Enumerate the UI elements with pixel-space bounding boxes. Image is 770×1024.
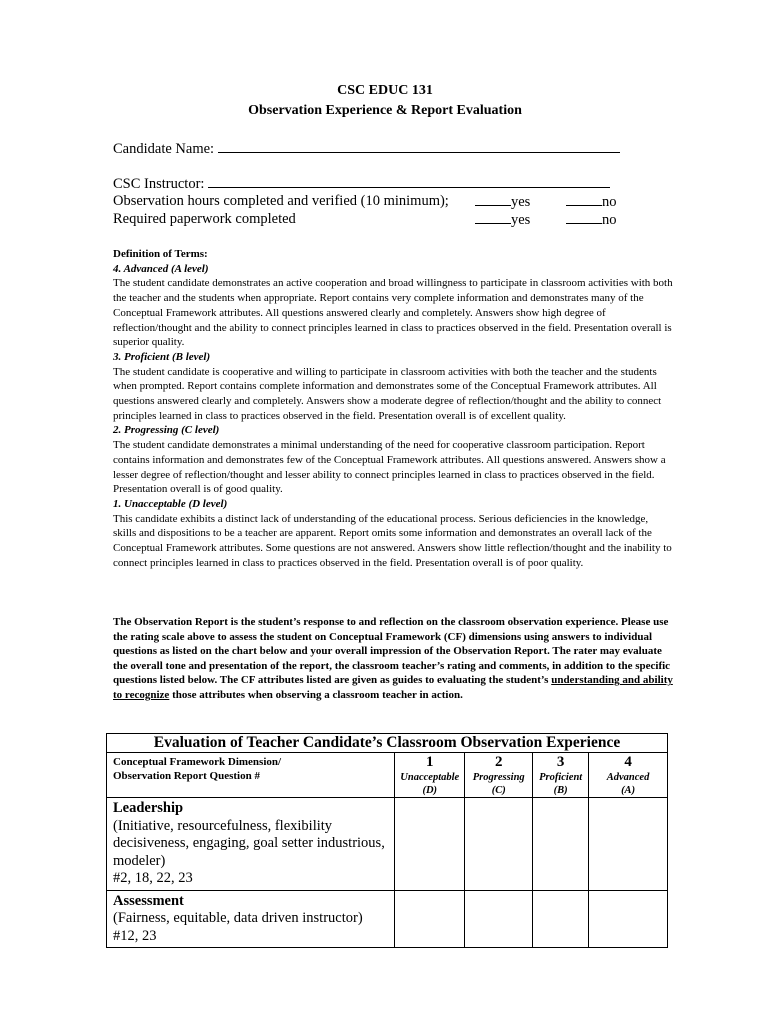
dimension-cell-leadership: Leadership (Initiative, resourcefulness, flexibility decisiveness, engaging, goal setter industrious, modeler) #2, 18, 22, 23 (107, 798, 395, 891)
candidate-name-label: Candidate Name: (113, 141, 215, 157)
instructor-field[interactable] (208, 174, 610, 188)
rating-cell-proficient[interactable] (533, 890, 589, 948)
column-header-unacceptable: 1 Unacceptable (D) (395, 753, 465, 798)
definitions-heading: Definition of Terms: (113, 248, 208, 260)
level-title: 3. Proficient (B level) (113, 350, 211, 363)
paperwork-label: Required paperwork completed (113, 211, 296, 227)
level-description: The student candidate demonstrates an active cooperation and broad willingness to participate in classroom activities with both the teacher and the students when appropriate. Report contains very complete information and demonstrates many of the Conceptual Framework attributes. All questions answered clearly and completely. Answers show high degree of reflection/thought and the ability to connect principles learned in class to practices observed in the field. Presentation overall is superior quality. (113, 277, 673, 349)
instructor-label: CSC Instructor: (113, 176, 205, 192)
definitions-section (113, 247, 673, 570)
column-header-proficient: 3 Proficient (B) (533, 753, 589, 798)
rating-cell-advanced[interactable] (589, 890, 668, 948)
table-row (107, 798, 668, 891)
hours-yes-blank[interactable] (475, 192, 511, 206)
hours-no[interactable]: no (566, 192, 617, 211)
level-description: This candidate exhibits a distinct lack of understanding of the educational process. Serious deficiencies in the knowledge, skills and dispositions to be a teacher are apparent. Report omits some information and demonstrates an overall lack of the Conceptual Framework attributes. Some questions are not answered. Answers show little reflection/thought and the inability to connect principles learned in class to practices observed in the field. Presentation overall is of poor quality. (113, 512, 672, 569)
candidate-name-row (113, 139, 620, 158)
level-description: The student candidate demonstrates a minimal understanding of the need for cooperative classroom participation. Report contains information and demonstrates few of the Conceptual Framework attributes. All questions answered. Answers show a lesser degree of reflection/thought and lesser ability to connect principles learned in class to practices observed in the field. Presentation overall is of good quality. (113, 439, 666, 496)
paperwork-yes-blank[interactable] (475, 210, 511, 224)
level-description: The student candidate is cooperative and willing to participate in classroom activities with both the teacher and the students when prompted. Report contains complete information and demonstrates some of the Conceptual Framework attributes. All questions answered clearly and completely. Answers show a moderate degree of reflection/thought and the ability to connect principles learned in class to practices observed in the field. Presentation overall is of excellent quality. (113, 365, 662, 422)
level-title: 1. Unacceptable (D level) (113, 497, 228, 510)
level-title: 2. Progressing (C level) (113, 424, 220, 437)
rating-cell-proficient[interactable] (533, 798, 589, 891)
paperwork-yes[interactable]: yes (475, 210, 530, 229)
rating-cell-unacceptable[interactable] (395, 890, 465, 948)
instructor-row (113, 174, 610, 193)
dimension-header: Conceptual Framework Dimension/ Observation Report Question # (107, 753, 395, 798)
column-header-advanced: 4 Advanced (A) (589, 753, 668, 798)
hours-no-blank[interactable] (566, 192, 602, 206)
course-code: CSC EDUC 131 (337, 83, 433, 98)
document-title: Observation Experience & Report Evaluation (248, 103, 522, 118)
rating-cell-progressing[interactable] (465, 890, 533, 948)
rating-cell-unacceptable[interactable] (395, 798, 465, 891)
level-title: 4. Advanced (A level) (113, 262, 209, 275)
column-header-progressing: 2 Progressing (C) (465, 753, 533, 798)
candidate-name-field[interactable] (218, 139, 620, 153)
evaluation-table (106, 733, 668, 948)
report-instructions: The Observation Report is the student’s response to and reflection on the classroom observation experience. Please use the rating scale above to assess the student on Conceptual Framework (CF) dimensions using answers to individual questions as listed on the chart below and your overall impression of the Observation Report. The rater may evaluate the overall tone and presentation of the report, the classroom teacher’s rating and comments, in addition to the specific questions listed below. The CF attributes listed are given as guides to evaluating the student’s understanding and ability to recognize those attributes when observing a classroom teacher in action. (113, 616, 673, 701)
dimension-cell-assessment: Assessment (Fairness, equitable, data driven instructor) #12, 23 (107, 890, 395, 948)
report-underlined-phrase: understanding and ability to recognize (113, 674, 673, 701)
table-row (107, 890, 668, 948)
hours-yes[interactable]: yes (475, 192, 530, 211)
rating-cell-progressing[interactable] (465, 798, 533, 891)
paperwork-no[interactable]: no (566, 210, 617, 229)
paperwork-no-blank[interactable] (566, 210, 602, 224)
hours-label: Observation hours completed and verified (10 minimum); (113, 193, 449, 209)
table-title: Evaluation of Teacher Candidate’s Classroom Observation Experience (107, 734, 668, 753)
rating-cell-advanced[interactable] (589, 798, 668, 891)
